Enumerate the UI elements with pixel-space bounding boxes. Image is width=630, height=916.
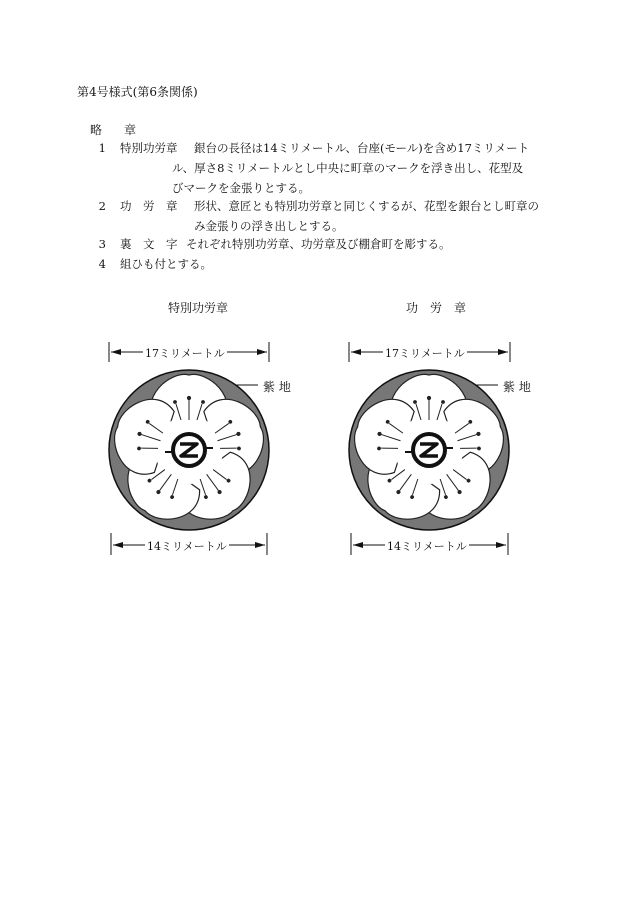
figure-2-title: 功 労 章 (406, 301, 467, 315)
item-2-text-cont1: み金張りの浮き出しとする。 (194, 219, 344, 233)
figure-1-top-dimension: 17ミリメートル (145, 347, 225, 360)
figure-1-callout: 紫 地 (263, 380, 291, 394)
figure-1-bottom-dimension: 14ミリメートル (147, 540, 227, 553)
item-3-label: 裏 文 字 (120, 237, 178, 251)
item-1-text: 銀台の長径は14ミリメートル、台座(モール)を含め17ミリメート (194, 141, 530, 155)
item-2-label: 功 労 章 (120, 199, 178, 213)
item-1-label: 特別功労章 (120, 141, 178, 155)
item-3-number: 3 (98, 237, 106, 251)
item-2-text: 形状、意匠とも特別功労章と同じくするが、花型を銀台とし町章の (194, 199, 539, 213)
item-1-number: 1 (98, 141, 106, 155)
figure-1-title: 特別功労章 (168, 301, 229, 315)
form-heading: 第4号様式(第6条関係) (77, 85, 198, 99)
figure-2-bottom-dimension: 14ミリメートル (387, 540, 467, 553)
item-4-number: 4 (98, 257, 106, 271)
item-1-text-cont1: ル、厚さ8ミリメートルとし中央に町章のマークを浮き出し、花型及 (172, 161, 524, 175)
figure-2-top-dimension: 17ミリメートル (385, 347, 465, 360)
figure-2-callout: 紫 地 (503, 380, 531, 394)
summary-heading-char2: 章 (124, 123, 137, 137)
item-2-number: 2 (98, 199, 106, 213)
summary-heading-char1: 略 (90, 123, 103, 137)
item-1-text-cont2: びマークを金張りとする。 (172, 181, 310, 195)
item-3-text: それぞれ特別功労章、功労章及び棚倉町を彫する。 (186, 237, 451, 251)
item-4-text: 組ひも付とする。 (120, 257, 212, 271)
